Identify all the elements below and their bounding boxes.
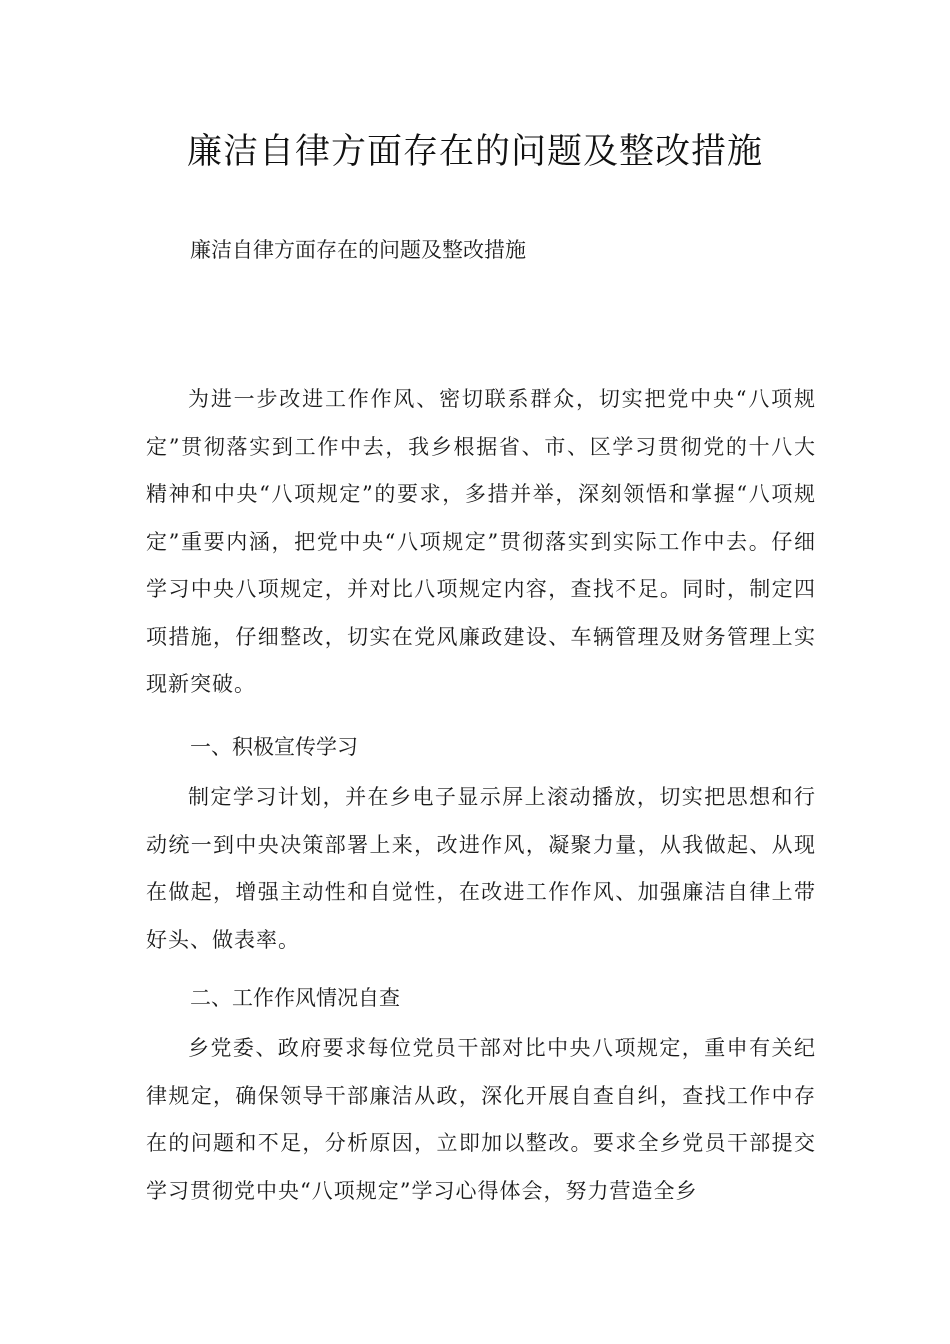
section-paragraph-1: 制定学习计划，并在乡电子显示屏上滚动播放，切实把思想和行动统一到中央决策部署上来，改进作风，凝聚力量，从我做起、从现在做起，增强主动性和自觉性，在改进工作作风、加强廉洁自律上带好头、做表率。	[146, 785, 816, 952]
section-heading-1: 一、积极宣传学习	[190, 735, 358, 759]
section-paragraph-2: 乡党委、政府要求每位党员干部对比中央八项规定，重申有关纪律规定，确保领导干部廉洁从政，深化开展自查自纠，查找工作中存在的问题和不足，分析原因，立即加以整改。要求全乡党员干部提交学习贯彻党中央“八项规定”学习心得体会，努力营造全乡	[146, 1036, 816, 1203]
section-heading-2: 二、工作作风情况自查	[190, 986, 400, 1010]
document-title: 廉洁自律方面存在的问题及整改措施	[186, 132, 763, 172]
intro-paragraph: 为进一步改进工作作风、密切联系群众，切实把党中央“八项规定”贯彻落实到工作中去，我乡根据省、市、区学习贯彻党的十八大精神和中央“八项规定”的要求，多措并举，深刻领悟和掌握“八项规定”重要内涵，把党中央“八项规定”贯彻落实到实际工作中去。仔细学习中央八项规定，并对比八项规定内容，查找不足。同时，制定四项措施，仔细整改，切实在党风廉政建设、车辆管理及财务管理上实现新突破。	[146, 387, 816, 696]
document-subtitle: 廉洁自律方面存在的问题及整改措施	[190, 238, 526, 262]
